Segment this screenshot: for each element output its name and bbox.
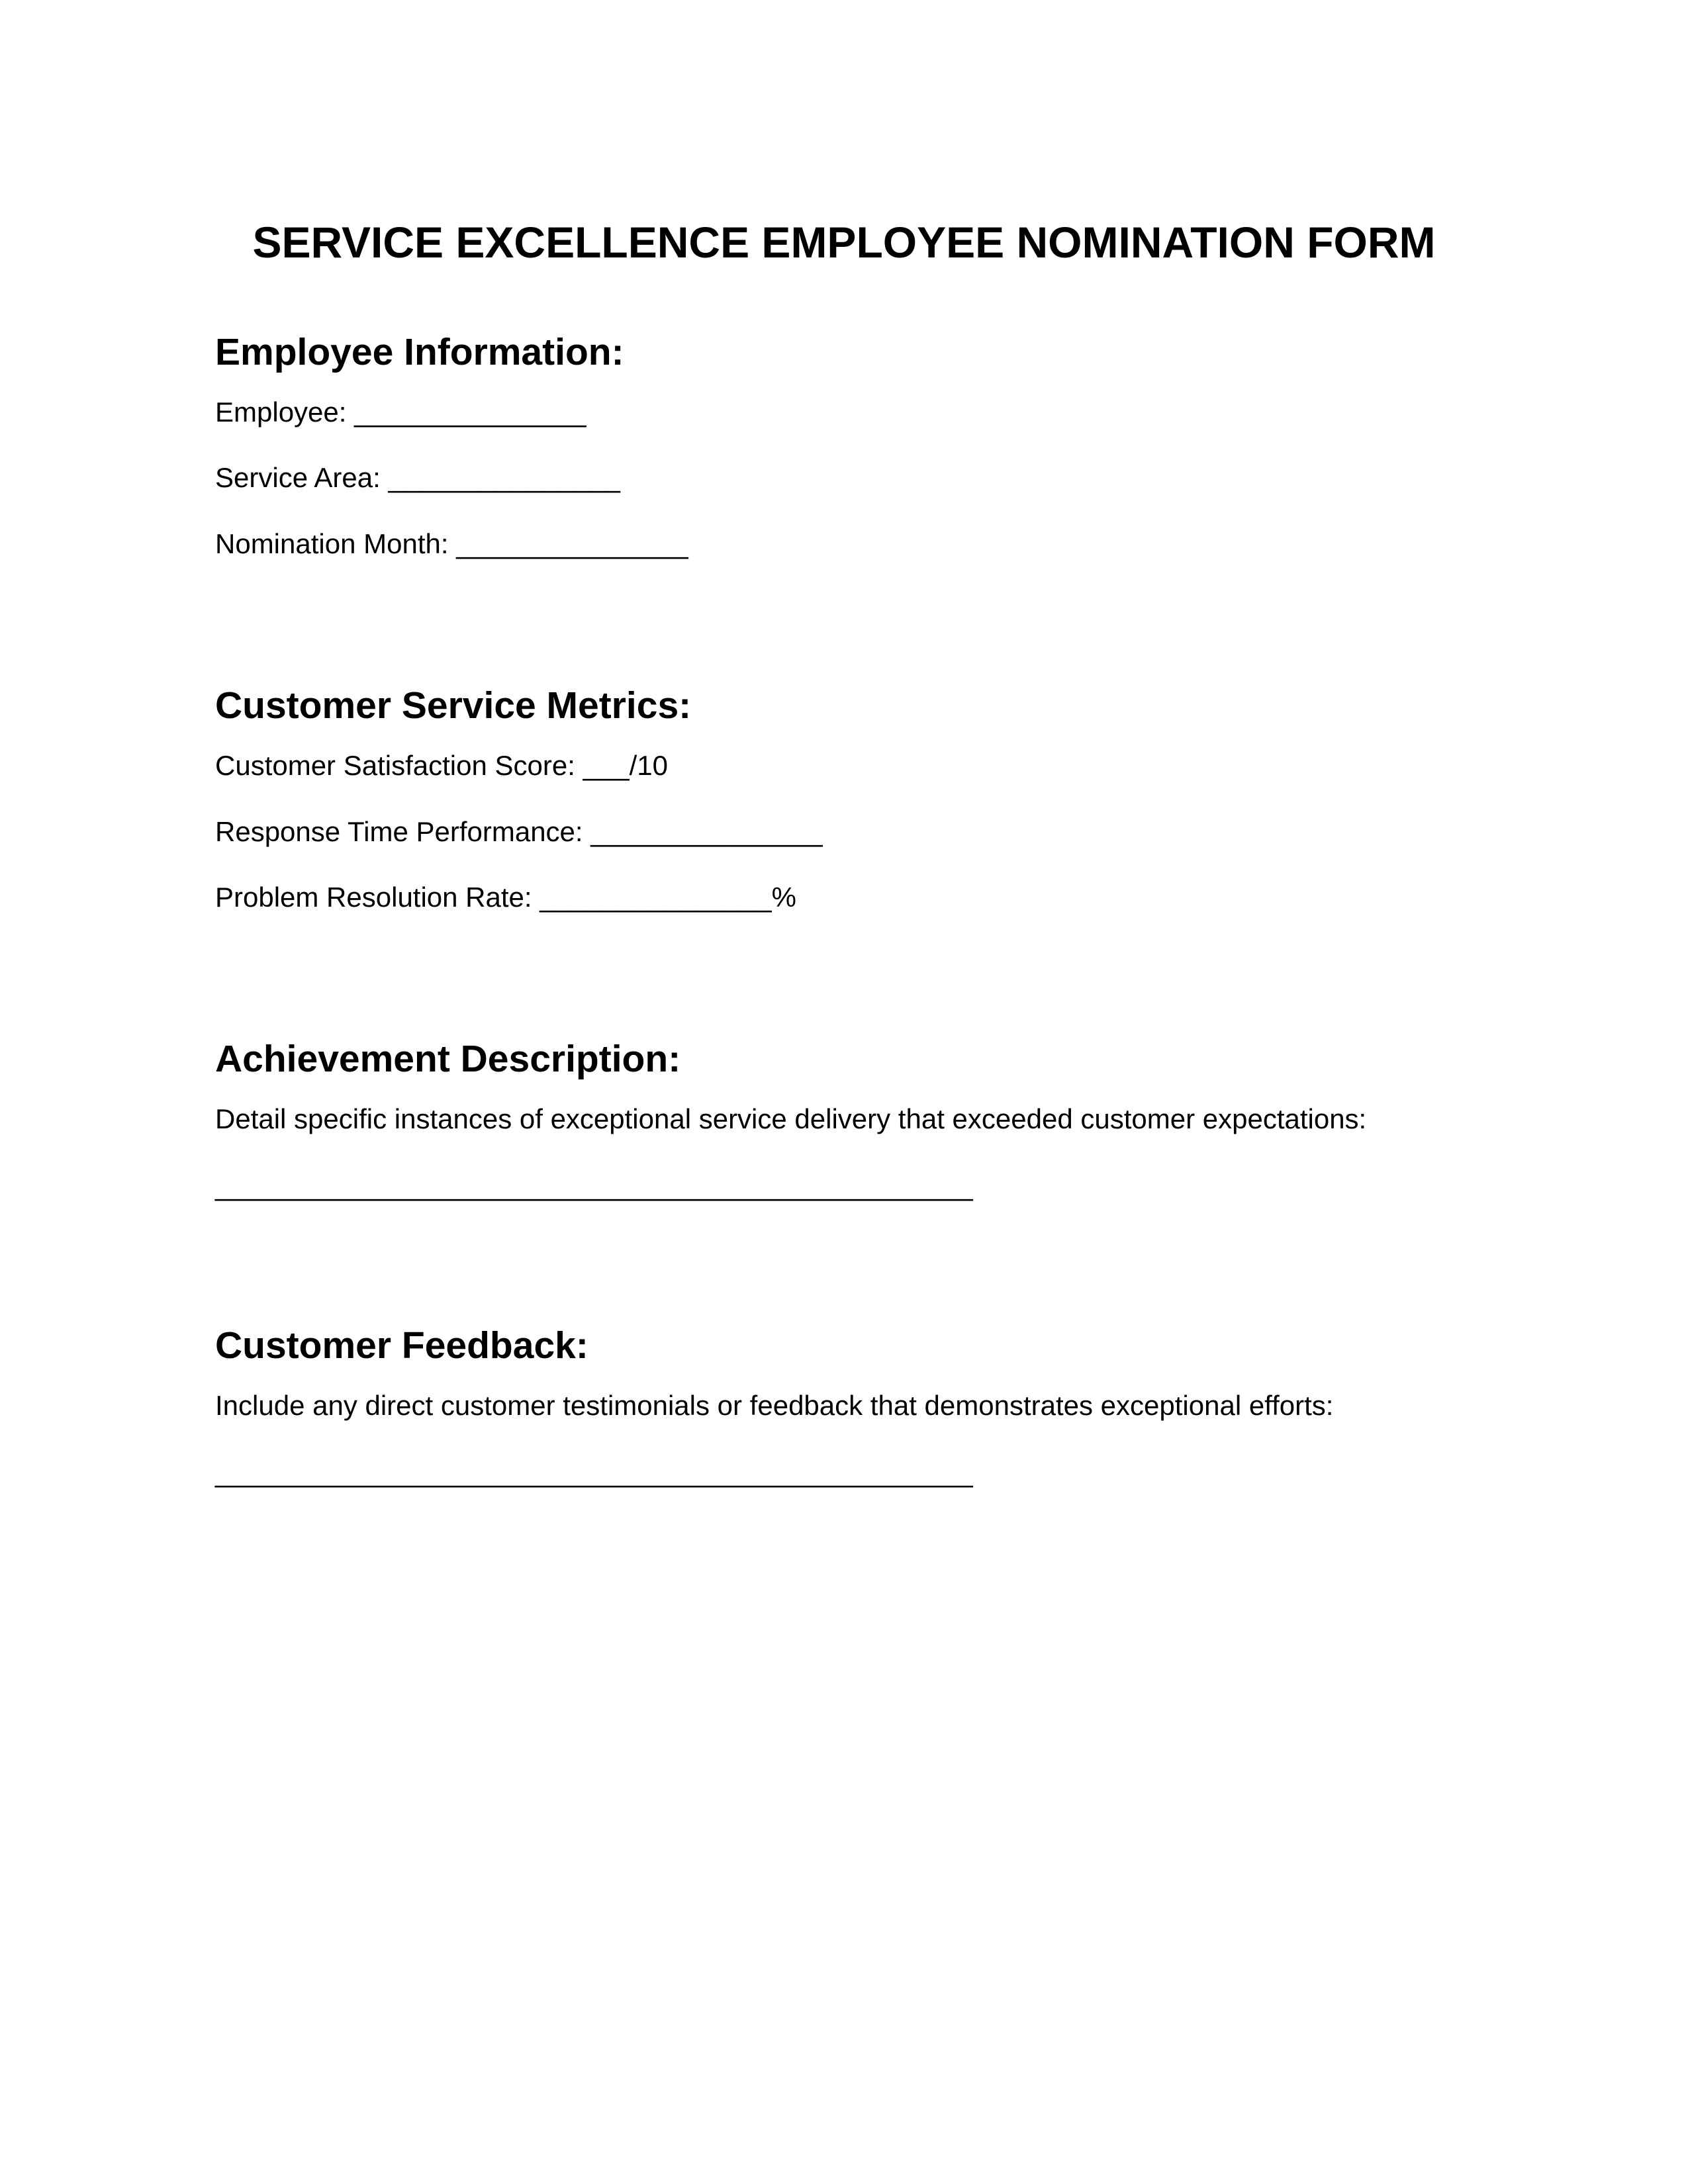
nomination-month-label: Nomination Month: bbox=[215, 528, 457, 559]
achievement-blank[interactable]: _________________________________________________ bbox=[215, 1170, 973, 1201]
metrics-heading: Customer Service Metrics: bbox=[215, 684, 692, 727]
nomination-month-field bbox=[215, 527, 688, 561]
achievement-heading: Achievement Description: bbox=[215, 1038, 681, 1080]
employee-blank[interactable]: _______________ bbox=[354, 396, 586, 428]
resolution-rate-suffix: % bbox=[771, 882, 796, 913]
resolution-rate-field bbox=[215, 880, 796, 915]
service-area-field bbox=[215, 461, 620, 495]
satisfaction-score-field bbox=[215, 749, 668, 783]
service-area-label: Service Area: bbox=[215, 462, 389, 493]
response-time-blank[interactable]: _______________ bbox=[590, 816, 823, 847]
form-title: SERVICE EXCELLENCE EMPLOYEE NOMINATION FORM bbox=[252, 218, 1436, 267]
service-area-blank[interactable]: _______________ bbox=[388, 462, 620, 493]
satisfaction-label: Customer Satisfaction Score: bbox=[215, 750, 583, 781]
satisfaction-blank[interactable]: ___ bbox=[583, 750, 630, 781]
resolution-rate-label: Problem Resolution Rate: bbox=[215, 882, 540, 913]
response-time-label: Response Time Performance: bbox=[215, 816, 591, 847]
employee-info-heading: Employee Information: bbox=[215, 331, 624, 373]
resolution-rate-blank[interactable]: _______________ bbox=[539, 882, 772, 913]
nomination-month-blank[interactable]: _______________ bbox=[456, 528, 688, 559]
feedback-heading: Customer Feedback: bbox=[215, 1324, 588, 1367]
feedback-prompt: Include any direct customer testimonials or feedback that demonstrates exceptional efforts: bbox=[215, 1390, 1334, 1421]
achievement-prompt: Detail specific instances of exceptional service delivery that exceeded customer expectations: bbox=[215, 1103, 1367, 1134]
employee-label: Employee: bbox=[215, 396, 355, 428]
feedback-blank[interactable]: _________________________________________________ bbox=[215, 1457, 973, 1488]
satisfaction-suffix: /10 bbox=[629, 750, 669, 781]
employee-field bbox=[215, 395, 586, 430]
response-time-field bbox=[215, 815, 823, 849]
